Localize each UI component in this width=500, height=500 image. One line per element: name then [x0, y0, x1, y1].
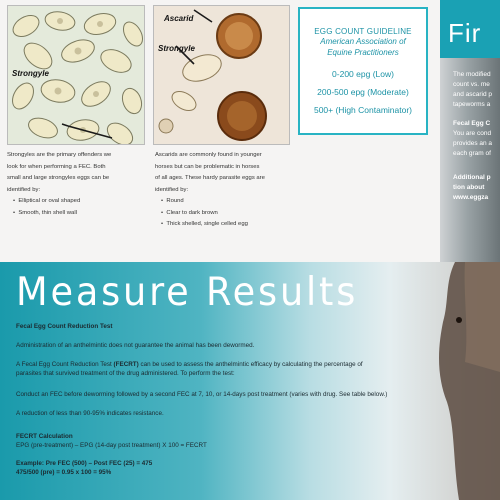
ascarid-desc-line: of all ages. These hardy parasite eggs are	[155, 175, 265, 181]
paragraph-2-line2: parasites that survived treatment of the drug administered. To perform the test:	[16, 370, 235, 377]
adjacent-line: and ascarid p	[453, 91, 493, 98]
list-item: • Clear to dark brown	[161, 208, 290, 220]
ascarid-traits-list	[161, 196, 290, 231]
guideline-level-high: 500+ (High Contaminator)	[313, 105, 413, 115]
strongyle-desc-line: small and large strongyles eggs can be	[7, 175, 110, 181]
adjacent-bold-line: Fecal Egg C	[453, 120, 491, 127]
paragraph-1: Administration of an anthelmintic does not guarantee the animal has been dewormed.	[16, 342, 255, 349]
example-line-2: 475/500 (pre) = 0.95 x 100 = 95%	[16, 469, 112, 476]
ascarid-desc-line: identified by:	[155, 186, 189, 193]
adjacent-line: each gram of	[453, 150, 491, 157]
ascarid-desc-line: Ascarids are commonly found in younger	[155, 152, 262, 158]
guideline-level-low: 0-200 epg (Low)	[332, 69, 394, 79]
paragraph-4: A reduction of less than 90-95% indicates resistance.	[16, 410, 164, 417]
adjacent-line: count vs. me	[453, 81, 490, 88]
ascarid-description	[155, 150, 290, 231]
adjacent-line: tapeworms a	[453, 101, 491, 108]
guideline-level-moderate: 200-500 epg (Moderate)	[317, 87, 409, 97]
egg-count-guideline-box	[298, 7, 428, 135]
adjacent-page-title: Fir	[448, 18, 482, 48]
strongyle-description	[7, 150, 149, 219]
strongyle-label: Strongyle	[12, 69, 49, 78]
adjacent-page-bleed	[440, 0, 500, 262]
strongyle-traits-list	[13, 196, 149, 219]
strongyle-desc-line: Strongyles are the primary offenders we	[7, 152, 112, 158]
section-subtitle: Fecal Egg Count Reduction Test	[16, 323, 113, 330]
list-item: • Thick shelled, single celled egg	[161, 219, 290, 231]
calculation-title: FECRT Calculation	[16, 433, 73, 440]
adjacent-url: www.eggza	[453, 194, 489, 201]
adjacent-bold-line: tion about	[453, 184, 485, 191]
adjacent-page-text	[453, 70, 500, 203]
ascarid-label: Ascarid	[164, 14, 194, 23]
guideline-org-line2: Equine Practitioners	[327, 48, 399, 57]
strongyle-desc-line: identified by:	[7, 186, 41, 193]
adjacent-line: provides an a	[453, 140, 493, 147]
page-headline: Measure Results	[16, 270, 359, 315]
strongyle-desc-line: look for when performing a FEC. Both	[7, 163, 106, 170]
calculation-formula: EPG (pre-treatment) – EPG (14-day post treatment) X 100 = FECRT	[16, 442, 207, 449]
guideline-title: EGG COUNT GUIDELINE	[314, 27, 412, 36]
paragraph-2-part: can be used to assess the anthelmintic efficacy by calculating the percentage of	[138, 361, 363, 368]
guideline-org-line1: American Association of	[320, 37, 406, 46]
list-item: • Smooth, thin shell wall	[13, 208, 149, 220]
paragraph-2-part: A Fecal Egg Count Reduction Test	[16, 361, 114, 368]
fecrt-acronym: (FECRT)	[113, 361, 139, 368]
list-item: • Elliptical or oval shaped	[13, 196, 149, 208]
ascarid-eggs-illustration	[154, 6, 290, 145]
list-item: • Round	[161, 196, 290, 208]
example-line-1: Example: Pre FEC (500) – Post FEC (25) = 475	[16, 460, 153, 467]
adjacent-line: The modified	[453, 71, 491, 78]
strongyle-micrograph	[7, 5, 145, 145]
ascarid-micrograph	[153, 5, 290, 145]
measure-results-section	[0, 262, 500, 500]
paragraph-2	[16, 360, 456, 378]
paragraph-3: Conduct an FEC before deworming followed by a second FEC at 7, 10, or 14-days post treatment (varies with drug. See table below.)	[16, 391, 388, 398]
ascarid-desc-line: horses but can be problematic in horses	[155, 163, 260, 170]
adjacent-bold-line: Additional p	[453, 174, 491, 181]
adjacent-line: You are cond	[453, 130, 492, 137]
ascarid-strongyle-label: Strongyle	[158, 44, 195, 53]
